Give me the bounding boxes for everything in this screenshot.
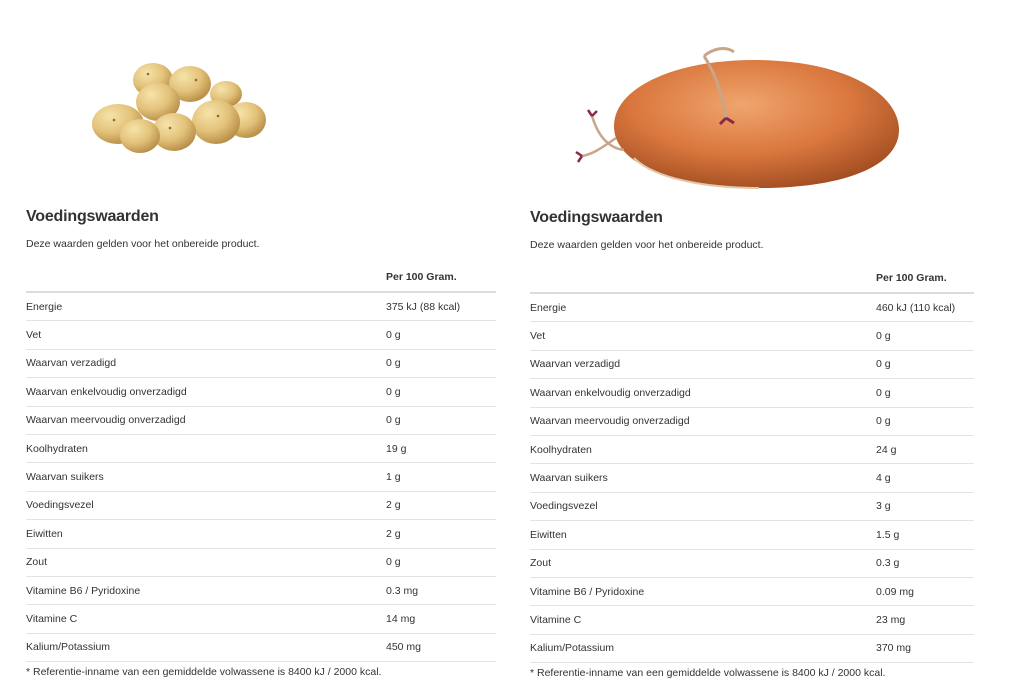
nutrient-name: Vitamine B6 / Pyridoxine xyxy=(26,576,386,604)
nutrient-name: Voedingsvezel xyxy=(26,491,386,519)
table-row xyxy=(26,633,496,661)
nutrient-name: Waarvan verzadigd xyxy=(26,349,386,377)
nutrient-name: Waarvan verzadigd xyxy=(530,350,876,378)
nutrient-name: Waarvan enkelvoudig onverzadigd xyxy=(530,379,876,407)
table-row xyxy=(530,521,974,549)
nutrient-value: 1 g xyxy=(386,463,496,491)
nutrition-table xyxy=(530,264,974,663)
nutrient-value: 0 g xyxy=(386,548,496,576)
nutrient-name: Waarvan suikers xyxy=(26,463,386,491)
nutrient-value: 0 g xyxy=(386,378,496,406)
nutrient-value: 0 g xyxy=(386,321,496,349)
table-row xyxy=(530,322,974,350)
table-row xyxy=(26,406,496,434)
table-row xyxy=(530,464,974,492)
nutrient-value: 460 kJ (110 kcal) xyxy=(876,293,974,322)
nutrient-value: 0 g xyxy=(876,350,974,378)
section-title: Voedingswaarden xyxy=(26,208,159,225)
nutrient-value: 1.5 g xyxy=(876,521,974,549)
table-row xyxy=(26,321,496,349)
sweet-potato-image xyxy=(554,38,904,198)
nutrient-value: 19 g xyxy=(386,434,496,462)
nutrient-header xyxy=(26,263,386,292)
nutrient-value: 450 mg xyxy=(386,633,496,661)
table-row xyxy=(26,292,496,321)
nutrient-value: 0 g xyxy=(876,407,974,435)
nutrient-value: 2 g xyxy=(386,491,496,519)
nutrient-value: 14 mg xyxy=(386,605,496,633)
table-row xyxy=(26,463,496,491)
nutrient-name: Vitamine C xyxy=(530,606,876,634)
nutrient-value: 0 g xyxy=(876,379,974,407)
nutrient-name: Vitamine C xyxy=(26,605,386,633)
nutrient-name: Energie xyxy=(26,292,386,321)
nutrient-value: 0 g xyxy=(876,322,974,350)
table-row xyxy=(530,293,974,322)
nutrient-value: 375 kJ (88 kcal) xyxy=(386,292,496,321)
table-row xyxy=(26,605,496,633)
nutrient-name: Eiwitten xyxy=(26,520,386,548)
nutrient-value: 0 g xyxy=(386,349,496,377)
nutrient-name: Waarvan enkelvoudig onverzadigd xyxy=(26,378,386,406)
nutrient-name: Energie xyxy=(530,293,876,322)
nutrient-value: 24 g xyxy=(876,435,974,463)
footnote: * Referentie-inname van een gemiddelde volwassene is 8400 kJ / 2000 kcal. xyxy=(26,666,382,678)
nutrient-name: Vet xyxy=(26,321,386,349)
nutrient-name: Vet xyxy=(530,322,876,350)
nutrient-name: Waarvan meervoudig onverzadigd xyxy=(530,407,876,435)
table-header-row xyxy=(26,263,496,292)
section-title: Voedingswaarden xyxy=(530,209,663,226)
table-row xyxy=(530,379,974,407)
nutrient-value: 0.3 g xyxy=(876,549,974,577)
nutrient-name: Kalium/Potassium xyxy=(530,634,876,662)
nutrient-value: 2 g xyxy=(386,520,496,548)
table-row xyxy=(530,407,974,435)
table-row xyxy=(26,520,496,548)
nutrient-name: Eiwitten xyxy=(530,521,876,549)
nutrient-value: 0.09 mg xyxy=(876,577,974,605)
section-subtitle: Deze waarden gelden voor het onbereide product. xyxy=(26,238,260,250)
section-subtitle: Deze waarden gelden voor het onbereide product. xyxy=(530,239,764,251)
nutrient-value: 0.3 mg xyxy=(386,576,496,604)
table-row xyxy=(530,634,974,662)
nutrient-value: 3 g xyxy=(876,492,974,520)
nutrient-name: Koolhydraten xyxy=(26,434,386,462)
nutrient-name: Voedingsvezel xyxy=(530,492,876,520)
table-row xyxy=(26,548,496,576)
nutrient-name: Zout xyxy=(530,549,876,577)
nutrient-name: Koolhydraten xyxy=(530,435,876,463)
table-row xyxy=(26,349,496,377)
footnote: * Referentie-inname van een gemiddelde volwassene is 8400 kJ / 2000 kcal. xyxy=(530,667,886,679)
table-row xyxy=(530,606,974,634)
table-row xyxy=(26,576,496,604)
nutrient-name: Kalium/Potassium xyxy=(26,633,386,661)
value-header: Per 100 Gram. xyxy=(876,264,974,293)
nutrient-value: 370 mg xyxy=(876,634,974,662)
nutrient-name: Waarvan meervoudig onverzadigd xyxy=(26,406,386,434)
nutrient-value: 23 mg xyxy=(876,606,974,634)
nutrient-name: Zout xyxy=(26,548,386,576)
nutrient-name: Vitamine B6 / Pyridoxine xyxy=(530,577,876,605)
nutrient-header xyxy=(530,264,876,293)
table-row xyxy=(530,492,974,520)
table-row xyxy=(530,435,974,463)
table-row xyxy=(530,549,974,577)
nutrient-value: 4 g xyxy=(876,464,974,492)
nutrient-value: 0 g xyxy=(386,406,496,434)
table-row xyxy=(26,378,496,406)
nutrition-table xyxy=(26,263,496,662)
table-row xyxy=(530,350,974,378)
table-row xyxy=(26,434,496,462)
table-header-row xyxy=(530,264,974,293)
nutrient-name: Waarvan suikers xyxy=(530,464,876,492)
value-header: Per 100 Gram. xyxy=(386,263,496,292)
table-row xyxy=(26,491,496,519)
potatoes-image xyxy=(78,52,278,162)
table-row xyxy=(530,577,974,605)
